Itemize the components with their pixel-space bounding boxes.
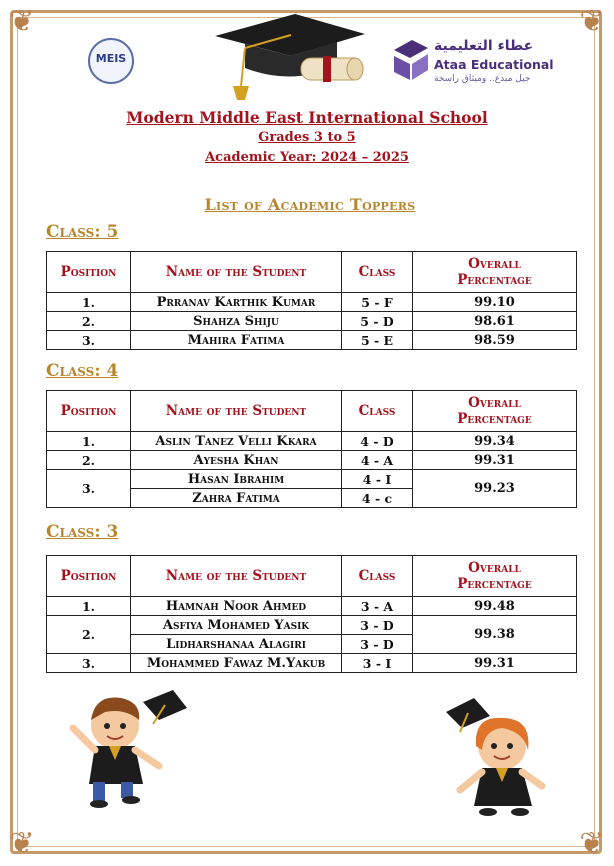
grades-range: Grades 3 to 5 — [258, 130, 356, 145]
cell-class: 5 - F — [342, 293, 413, 312]
class-5-title: Class: 5 — [46, 222, 119, 242]
class-5-table — [46, 251, 577, 350]
ornament-corner-icon: ❦ — [9, 826, 35, 861]
cell-class: 5 - E — [342, 331, 413, 350]
cell-position: 1. — [47, 597, 131, 616]
cell-position: 2. — [47, 312, 131, 331]
ornament-corner-icon: ❦ — [579, 826, 605, 861]
partner-tagline: جيل مبدع.. وميثاق راسخة — [434, 74, 531, 84]
cell-percentage: 99.34 — [413, 432, 577, 451]
cell-position: 2. — [47, 451, 131, 470]
table-row — [47, 331, 577, 350]
cell-position: 3. — [47, 654, 131, 673]
graduate-boy-illustration — [55, 680, 195, 810]
header-position: Position — [47, 391, 131, 432]
cell-class: 3 - D — [342, 616, 413, 635]
header-position: Position — [47, 252, 131, 293]
class-3-title: Class: 3 — [46, 522, 119, 542]
cell-class: 3 - I — [342, 654, 413, 673]
cell-class: 3 - A — [342, 597, 413, 616]
table-row — [47, 597, 577, 616]
table-row — [47, 293, 577, 312]
ornament-corner-icon: ❦ — [579, 4, 605, 39]
header-overall: Overall Percentage — [413, 391, 577, 432]
cell-class: 4 - D — [342, 432, 413, 451]
cell-percentage: 99.10 — [413, 293, 577, 312]
header-overall: Overall Percentage — [413, 252, 577, 293]
header-overall: Overall Percentage — [413, 556, 577, 597]
cell-class: 4 - c — [342, 489, 413, 508]
cell-position: 2. — [47, 616, 131, 654]
cell-class: 3 - D — [342, 635, 413, 654]
cell-percentage: 99.31 — [413, 654, 577, 673]
cell-name: Lidharshanaa Alagiri — [131, 635, 342, 654]
table-row — [47, 616, 577, 635]
cell-name: Zahra Fatima — [131, 489, 342, 508]
class-4-table — [46, 390, 577, 508]
header-position: Position — [47, 556, 131, 597]
cell-class: 5 - D — [342, 312, 413, 331]
partner-name-ar: عطاء التعليمية — [434, 38, 534, 54]
cell-name: Hamnah Noor Ahmed — [131, 597, 342, 616]
cell-percentage: 99.48 — [413, 597, 577, 616]
graduate-girl-illustration — [440, 688, 560, 823]
cell-position: 3. — [47, 470, 131, 508]
cell-percentage: 99.31 — [413, 451, 577, 470]
cell-name: Shahza Shiju — [131, 312, 342, 331]
cell-name: Ayesha Khan — [131, 451, 342, 470]
cell-percentage: 98.61 — [413, 312, 577, 331]
header-name: Name of the Student — [131, 252, 342, 293]
cell-name: Mahira Fatima — [131, 331, 342, 350]
school-logo — [88, 38, 134, 84]
class-4-title: Class: 4 — [46, 361, 119, 381]
cell-name: Aslin Tanez Velli Kkara — [131, 432, 342, 451]
class-3-table — [46, 555, 577, 673]
header-name: Name of the Student — [131, 556, 342, 597]
table-row — [47, 312, 577, 331]
list-title: List of Academic Toppers — [204, 195, 416, 214]
cell-name: Prranav Karthik Kumar — [131, 293, 342, 312]
table-row — [47, 432, 577, 451]
cell-percentage: 99.23 — [413, 470, 577, 508]
partner-logo — [392, 38, 554, 88]
ornament-corner-icon: ❦ — [9, 4, 35, 39]
cell-position: 3. — [47, 331, 131, 350]
table-row — [47, 451, 577, 470]
graduation-cap-icon — [205, 8, 375, 104]
table-row — [47, 470, 577, 489]
academic-year: Academic Year: 2024 – 2025 — [205, 150, 409, 165]
cell-name: Asfiya Mohamed Yasik — [131, 616, 342, 635]
cell-percentage: 99.38 — [413, 616, 577, 654]
header-class: Class — [342, 391, 413, 432]
ataa-logo-icon — [392, 38, 430, 82]
cell-class: 4 - I — [342, 470, 413, 489]
partner-name-en: Ataa Educational — [434, 57, 554, 72]
header-name: Name of the Student — [131, 391, 342, 432]
table-header-row — [47, 252, 577, 293]
table-row — [47, 654, 577, 673]
school-name: Modern Middle East International School — [126, 108, 488, 127]
cell-position: 1. — [47, 432, 131, 451]
table-header-row — [47, 556, 577, 597]
cell-percentage: 98.59 — [413, 331, 577, 350]
cell-name: Hasan Ibrahim — [131, 470, 342, 489]
school-logo-text: MEIS — [95, 52, 127, 65]
cell-name: Mohammed Fawaz M.Yakub — [131, 654, 342, 673]
table-header-row — [47, 391, 577, 432]
header-class: Class — [342, 252, 413, 293]
cell-position: 1. — [47, 293, 131, 312]
cell-class: 4 - A — [342, 451, 413, 470]
header-class: Class — [342, 556, 413, 597]
